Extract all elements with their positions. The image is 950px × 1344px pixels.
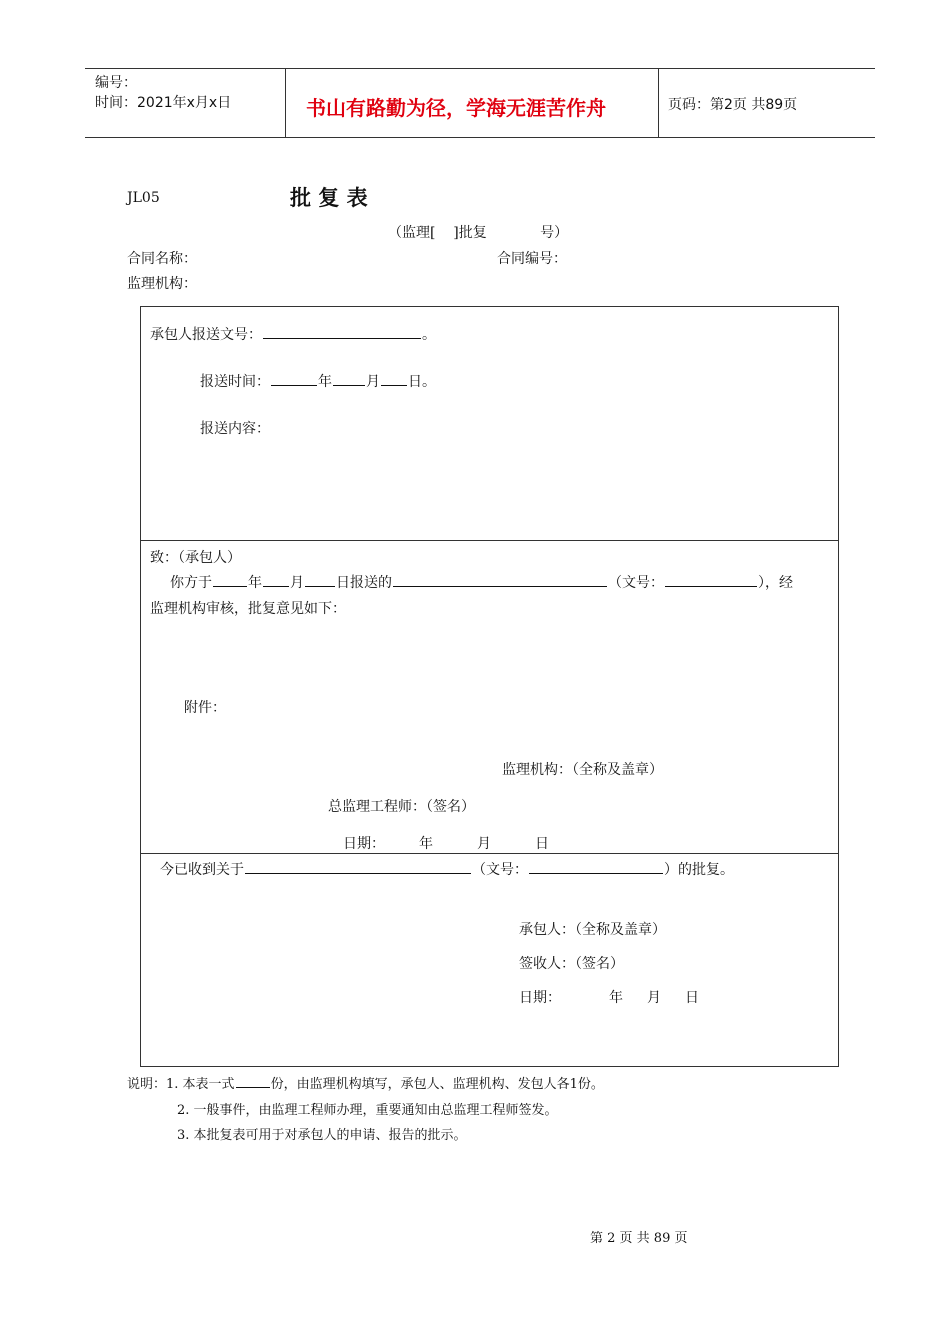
submit-time-row: 报送时间： 年 月 日。 xyxy=(200,371,436,391)
doc-no-blank[interactable] xyxy=(529,859,663,874)
year-blank[interactable] xyxy=(271,371,317,386)
serial-label: 编号： xyxy=(95,75,137,91)
to-contractor-label: 致：（承包人） xyxy=(150,550,241,566)
note-3: 3. 本批复表可用于对承包人的申请、报告的批示。 xyxy=(177,1128,467,1143)
year-blank[interactable] xyxy=(213,572,247,587)
supervisor-org-label: 监理机构： xyxy=(127,276,197,292)
copies-blank[interactable] xyxy=(236,1075,270,1088)
contract-name-label: 合同名称： xyxy=(127,251,197,267)
chief-engineer-signature: 总监理工程师：（签名） xyxy=(328,799,475,815)
review-opinion-label: 监理机构审核，批复意见如下： xyxy=(150,601,346,617)
subject-blank[interactable] xyxy=(245,859,471,874)
approval-number-line: （监理[ ]批复 号） xyxy=(388,225,569,241)
day-blank[interactable] xyxy=(381,371,407,386)
org-signature: 监理机构：（全称及盖章） xyxy=(502,762,663,778)
submit-content-label: 报送内容： xyxy=(200,421,270,437)
document-blank[interactable] xyxy=(393,572,607,587)
header-divider xyxy=(285,69,286,137)
month-blank[interactable] xyxy=(263,572,289,587)
page-label: 页码：第2页 共89页 xyxy=(668,97,798,113)
motto: 书山有路勤为径，学海无涯苦作舟 xyxy=(306,96,606,120)
receipt-section xyxy=(140,853,839,1067)
receipt-date-row: 日期： 年 月 日 xyxy=(519,990,699,1006)
footer-page-number: 第 2 页 共 89 页 xyxy=(590,1231,688,1246)
day-blank[interactable] xyxy=(305,572,335,587)
form-code: JL05 xyxy=(127,190,160,206)
form-title: 批 复 表 xyxy=(290,186,368,210)
receiver-signature: 签收人：（签名） xyxy=(519,956,624,972)
contract-no-label: 合同编号： xyxy=(497,251,567,267)
doc-no-label: 承包人报送文号： xyxy=(150,327,262,343)
receipt-line: 今已收到关于 （文号： ）的批复。 xyxy=(160,859,734,879)
approval-line: 你方于 年 月 日报送的 （文号： ），经 xyxy=(170,572,793,592)
month-blank[interactable] xyxy=(333,371,365,386)
submit-time-label: 报送时间： xyxy=(200,374,270,390)
approval-date-row: 日期： 年 月 日 xyxy=(343,836,549,852)
time-label: 时间：2021年x月x日 xyxy=(95,95,232,111)
note-2: 2. 一般事件，由监理工程师办理，重要通知由总监理工程师签发。 xyxy=(177,1103,558,1118)
doc-no-row: 承包人报送文号： 。 xyxy=(150,324,436,344)
note-1: 说明：1. 本表一式 份，由监理机构填写，承包人、监理机构、发包人各1份。 xyxy=(127,1077,604,1092)
attachment-label: 附件： xyxy=(184,700,226,716)
contractor-signature: 承包人：（全称及盖章） xyxy=(519,922,666,938)
header-divider xyxy=(658,69,659,137)
notes-label: 说明： xyxy=(127,1077,167,1092)
doc-no-blank[interactable] xyxy=(263,324,421,339)
doc-no-blank[interactable] xyxy=(665,572,757,587)
